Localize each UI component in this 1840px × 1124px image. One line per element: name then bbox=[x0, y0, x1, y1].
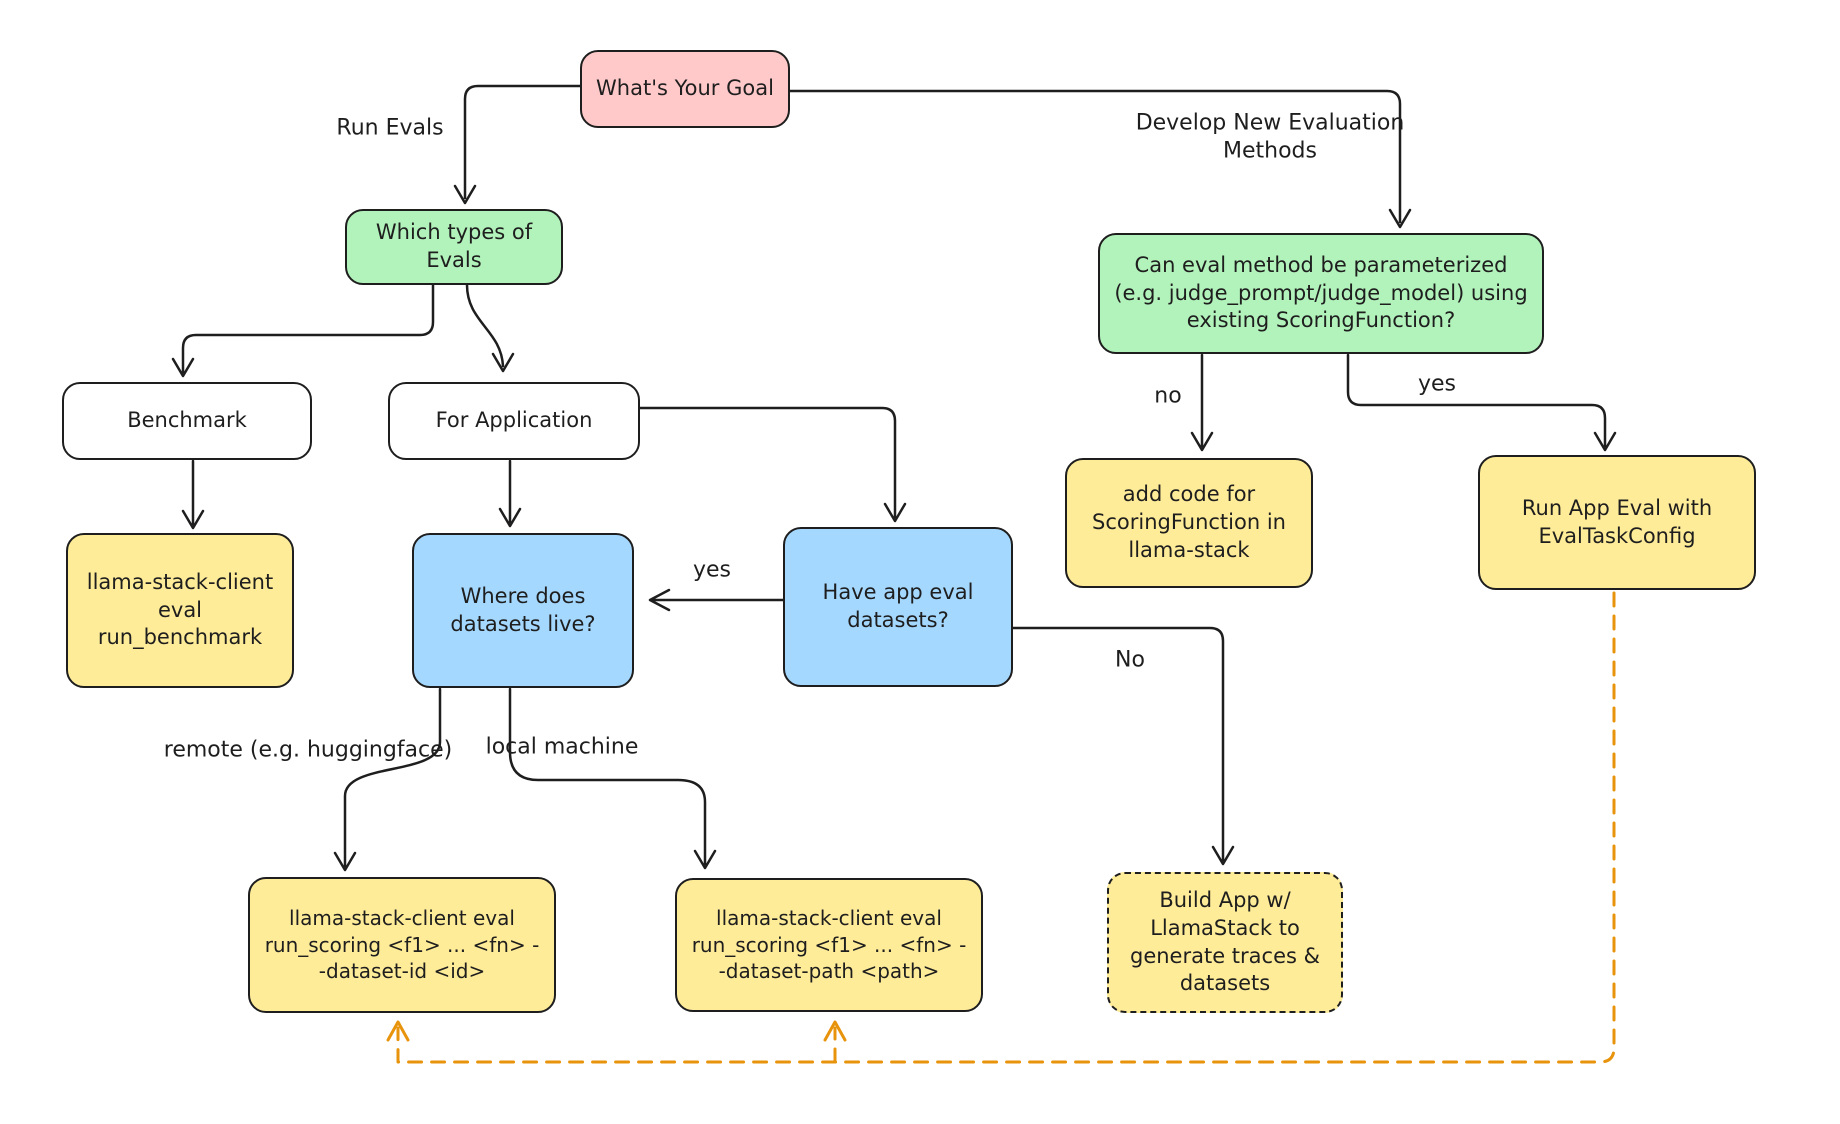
node-run-scoring-dataset-id-command bbox=[248, 877, 556, 1013]
edge-for-application-to-where-datasets bbox=[500, 461, 520, 526]
edge-for-application-to-have-datasets bbox=[640, 408, 905, 521]
node-label: add code for ScoringFunction in llama-stack bbox=[1092, 482, 1286, 562]
node-benchmark bbox=[62, 382, 312, 460]
edge-label-yes-have-datasets: yes bbox=[692, 557, 732, 583]
node-run-benchmark-command bbox=[66, 533, 294, 688]
edge-where-datasets-to-run-scoring-path bbox=[510, 689, 715, 868]
edge-label-yes-param: yes bbox=[1417, 371, 1457, 397]
node-which-types-of-evals bbox=[345, 209, 563, 285]
node-run-app-eval-with-evaltaskconfig bbox=[1478, 455, 1756, 590]
node-can-eval-method-be-parameterized bbox=[1098, 233, 1544, 354]
node-label: Have app eval datasets? bbox=[822, 580, 974, 632]
node-add-code-for-scoringfunction bbox=[1065, 458, 1313, 588]
node-label: llama-stack-client eval run_benchmark bbox=[86, 569, 274, 650]
edge-param-question-to-run-app-eval bbox=[1348, 355, 1615, 450]
node-where-does-datasets-live bbox=[412, 533, 634, 688]
edge-goal-to-which-types bbox=[455, 86, 580, 203]
node-label: What's Your Goal bbox=[596, 76, 774, 101]
node-label: Can eval method be parameterized (e.g. judge_prompt/judge_model) using existing ScoringFunction? bbox=[1114, 252, 1528, 333]
edge-which-types-to-benchmark bbox=[173, 285, 433, 376]
edge-benchmark-to-run-benchmark bbox=[183, 461, 203, 528]
node-label: Where does datasets live? bbox=[450, 583, 596, 636]
node-label: Build App w/ LlamaStack to generate traces & datasets bbox=[1129, 888, 1320, 996]
node-have-app-eval-datasets bbox=[783, 527, 1013, 687]
edge-label-no-have-datasets: No bbox=[1115, 647, 1145, 673]
node-label: Benchmark bbox=[127, 408, 247, 433]
edge-label-no-param: no bbox=[1154, 383, 1182, 409]
edge-label-run-evals: Run Evals bbox=[336, 115, 444, 141]
edge-label-local-machine: local machine bbox=[485, 734, 639, 760]
edge-where-datasets-to-run-scoring-id bbox=[335, 689, 440, 870]
node-label: Run App Eval with EvalTaskConfig bbox=[1521, 495, 1713, 548]
node-label: For Application bbox=[435, 408, 593, 433]
node-run-scoring-dataset-path-command bbox=[675, 878, 983, 1012]
edge-which-types-to-for-application bbox=[467, 285, 513, 371]
edge-have-datasets-to-where-datasets bbox=[650, 590, 783, 610]
node-for-application bbox=[388, 382, 640, 460]
node-label: llama-stack-client eval run_scoring <f1> ... <fn> --dataset-id <id> bbox=[264, 906, 540, 984]
node-label: llama-stack-client eval run_scoring <f1> ... <fn> --dataset-path <path> bbox=[691, 906, 967, 984]
node-whats-your-goal bbox=[580, 50, 790, 128]
edge-param-question-to-add-code bbox=[1192, 355, 1212, 450]
node-build-app-with-llamastack bbox=[1107, 872, 1343, 1013]
edge-label-develop-new-evaluation-methods: Develop New Evaluation Methods bbox=[1135, 110, 1405, 163]
node-label: Which types of Evals bbox=[375, 220, 533, 272]
edge-label-remote-huggingface: remote (e.g. huggingface) bbox=[163, 737, 453, 763]
